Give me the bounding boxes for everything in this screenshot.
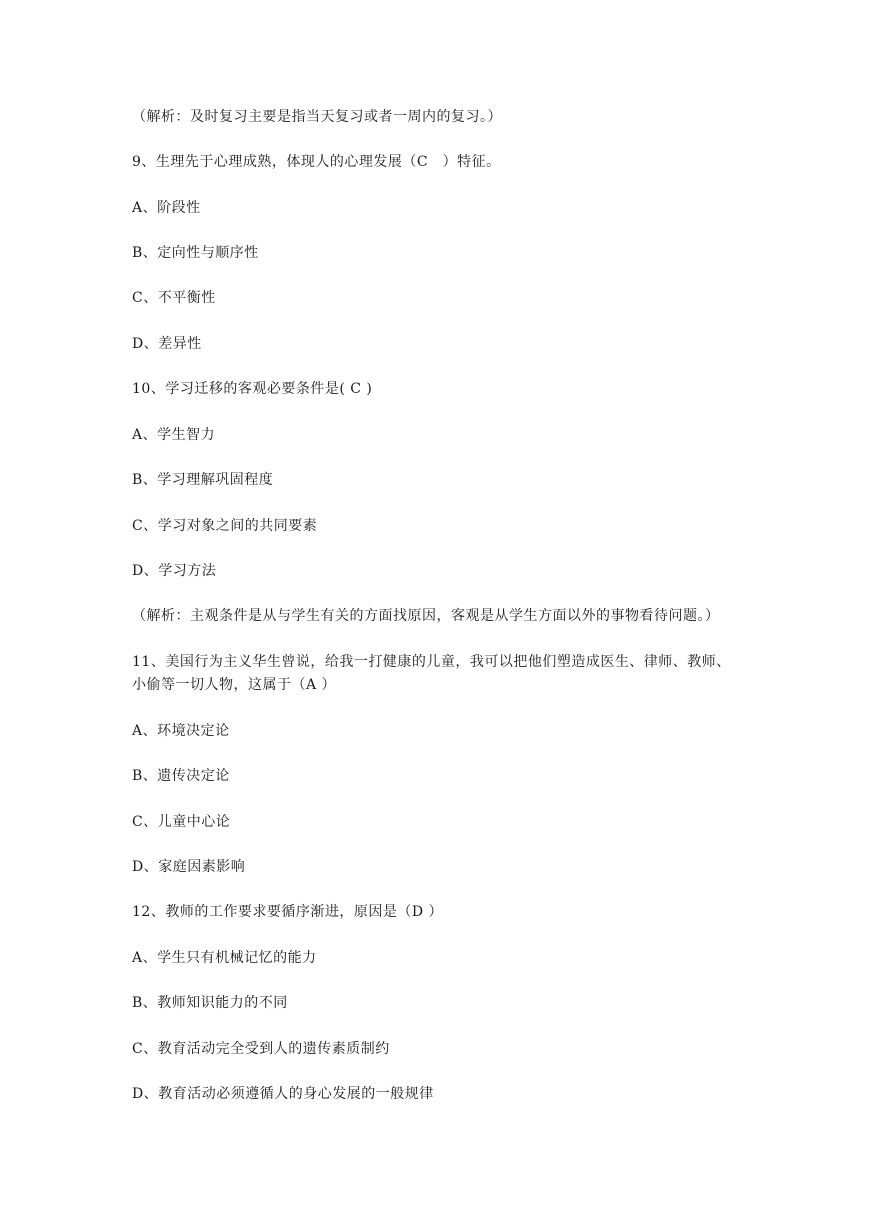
- question-12-option-c: C、教育活动完全受到人的遗传素质制约: [132, 1041, 390, 1057]
- question-12-option-b: B、教师知识能力的不同: [132, 995, 288, 1011]
- question-12-option-a: A、学生只有机械记忆的能力: [132, 950, 317, 966]
- question-12-option-d: D、教育活动必须遵循人的身心发展的一般规律: [132, 1086, 434, 1102]
- question-10-option-d: D、学习方法: [132, 563, 217, 579]
- question-11-stem-line-1: 11、美国行为主义华生曾说，给我一打健康的儿童，我可以把他们塑造成医生、律师、教师、: [132, 654, 731, 670]
- question-11-option-a: A、环境决定论: [132, 723, 230, 739]
- question-10-stem: 10、学习迁移的客观必要条件是( C ): [132, 381, 373, 397]
- question-10-option-b: B、学习理解巩固程度: [132, 472, 274, 488]
- question-10-option-a: A、学生智力: [132, 427, 216, 443]
- question-11-stem-line-2: 小偷等一切人物，这属于（A ）: [132, 677, 337, 693]
- question-11-option-b: B、遗传决定论: [132, 768, 230, 784]
- question-9-option-b: B、定向性与顺序性: [132, 245, 259, 261]
- question-12-stem: 12、教师的工作要求要循序渐进，原因是（D ）: [132, 904, 443, 920]
- question-10-option-c: C、学习对象之间的共同要素: [132, 518, 318, 534]
- question-9-option-d: D、差异性: [132, 336, 202, 352]
- question-9-stem: 9、生理先于心理成熟，体现人的心理发展（C ）特征。: [132, 154, 501, 170]
- question-9-option-a: A、阶段性: [132, 200, 201, 216]
- analysis-note: （解析：及时复习主要是指当天复习或者一周内的复习。）: [132, 109, 502, 125]
- question-11-option-c: C、儿童中心论: [132, 814, 231, 830]
- analysis-note: （解析：主观条件是从与学生有关的方面找原因，客观是从学生方面以外的事物看待问题。）: [132, 608, 720, 624]
- question-11-option-d: D、家庭因素影响: [132, 859, 246, 875]
- question-9-option-c: C、不平衡性: [132, 290, 216, 306]
